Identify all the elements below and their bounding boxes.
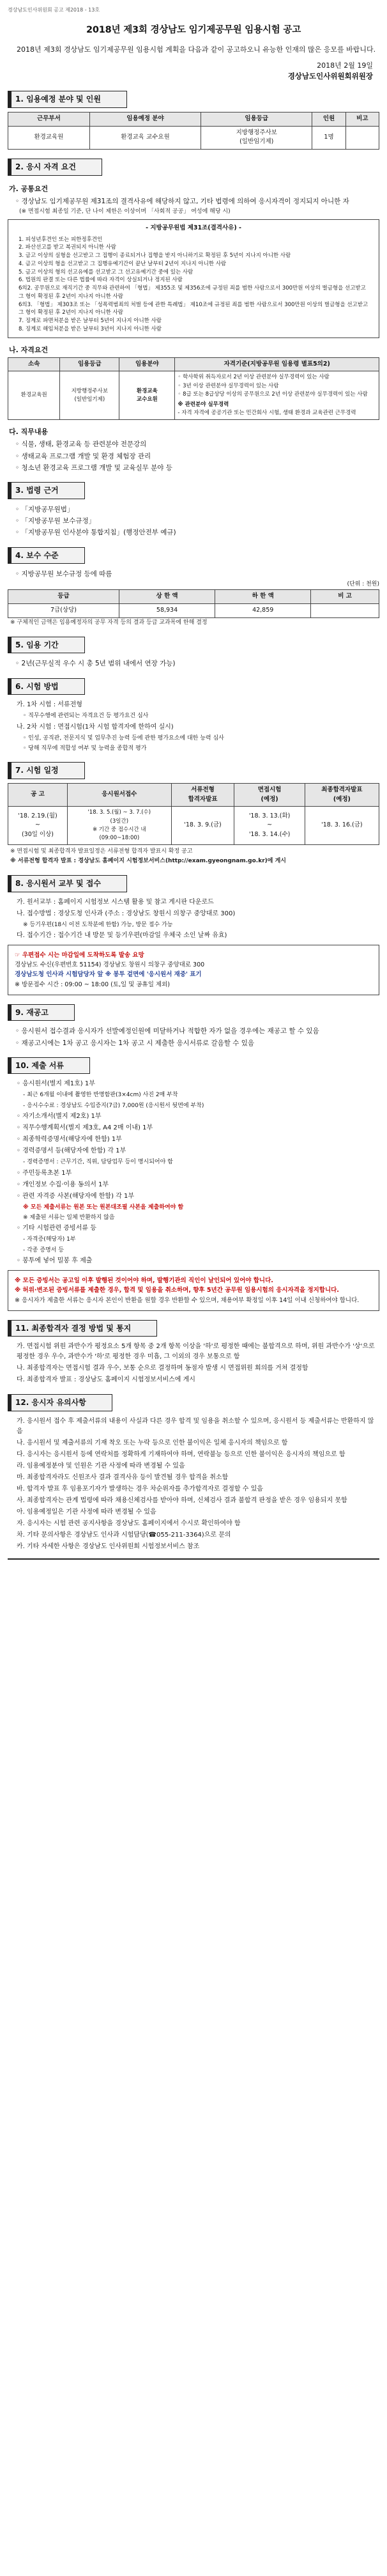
schedule-table (8, 783, 379, 845)
table-cell: 1명 (312, 126, 345, 149)
documents-notice-box (8, 1270, 379, 1311)
table-header: 서류전형 합격자발표 (171, 783, 234, 806)
list-item: 6의2. 공무원으로 재직기간 중 직무와 관련하여 「형법」 제355조 및 제356조에 규정된 죄를 범한 사람으로서 300만원 이상의 벌금형을 선고받고 그 형이 확정된 후 2년이 지나지 아니한 사람 (19, 285, 366, 300)
list-item: ◦ 최종학력증명서(해당자에 한함) 1부 (17, 1136, 122, 1144)
list-item: 5. 금고 이상의 형의 선고유예를 선고받고 그 선고유예기간 중에 있는 사람 (19, 268, 194, 275)
list-item: ◦ 「지방공무원 인사분야 통합지침」(행정안전부 예규) (15, 529, 176, 537)
table-row (8, 126, 379, 149)
table-cell: 환경교육 교수요원 (119, 371, 175, 420)
list-item: 바. 합격자 발표 후 임용포기자가 발생하는 경우 차순위자를 추가합격자로 결정할 수 있음 (17, 1485, 263, 1493)
table-header: 근무부서 (8, 113, 90, 127)
list-item: ◦ 재공고시에는 1차 공고 응시자는 1차 공고 시 제출한 응시서류로 갈음할 수 있음 (15, 1039, 255, 1047)
list-item: 6의3. 「형법」 제303조 또는 「성폭력범죄의 처벌 등에 관한 특례법」 제10조에 규정된 죄를 범한 사람으로서 300만원 이상의 벌금형을 선고받고 그 형이 확정된 후 2년이 지나지 아니한 사람 (19, 301, 368, 316)
table-cell: '18. 3. 16.(금) (305, 807, 379, 845)
section-term (8, 637, 379, 669)
criteria-cell (175, 371, 379, 420)
table-cell: '18. 3. 13.(화) ~ '18. 3. 14.(수) (234, 807, 305, 845)
list-item: ◦ 직무수행에 관련되는 자격요건 등 평가요건 심사 (23, 713, 149, 720)
table-cell (345, 126, 379, 149)
list-item: ◦ 당해 직무에 적합성 여부 및 능력을 종합적 평가 (23, 745, 147, 752)
section-title: 7. 시험 일정 (8, 762, 85, 779)
list-item: 가. 원서교부 : 홈페이지 시험정보 시스템 활용 및 참고 게시판 다운로드 (17, 898, 214, 906)
list-item: 라. 임용예정분야 및 인원은 기관 사정에 따라 변경될 수 있음 (17, 1462, 185, 1470)
list-item: 자. 응시자는 시험 관련 공지사항을 경상남도 홈페이지에서 수시로 확인하여야 함 (17, 1519, 241, 1527)
section-title: 6. 시험 방법 (8, 678, 85, 695)
list-item: 카. 기타 자세한 사항은 경상남도 인사위원회 시험정보서비스 참조 (17, 1542, 200, 1550)
table-header: 응시원서접수 (67, 783, 171, 806)
list-item: ◦ 생태교육 프로그램 개발 및 환경 체험장 관리 (15, 452, 151, 460)
table-header: 상 한 액 (119, 590, 215, 604)
notice-line: ☞ 우편접수 시는 마감일에 도착하도록 발송 요망 (15, 951, 144, 959)
list-item: ◦ 청소년 환경교육 프로그램 개발 및 교육실무 분야 등 (15, 463, 172, 472)
list-item: ※ 등기우편(18시 이전 도착분에 한함) 가능, 방문 접수 가능 (23, 921, 173, 928)
unit-label: (단위 : 천원) (347, 581, 379, 588)
list-item: 4. 금고 이상의 형을 선고받고 그 집행유예기간이 끝난 날부터 2년이 지나지 아니한 사람 (19, 260, 227, 267)
issuing-organization: 경상남도인사위원회위원장 (287, 71, 373, 81)
table-header: 임용분야 (119, 357, 175, 371)
list-item: 나. 접수방법 : 경상도청 인사과 (주소 : 경상남도 창원시 의창구 중앙대로 300) (17, 910, 236, 917)
table-cell: '18. 2.19.(월) ~ (30일 이상) (8, 807, 68, 845)
document-reference: 경상남도인사위원회 공고 제2018 - 13호 (8, 7, 100, 13)
list-item: ※ 모든 제출서류는 원본 또는 원본대조필 사본을 제출하여야 함 (23, 1204, 184, 1211)
section-documents (8, 1057, 379, 1311)
list-item: ◦ 3년 이상 관련분야 실무경력이 있는 사람 (178, 382, 279, 389)
list-item: 가. 응시원서 접수 후 제출서류의 내용이 사실과 다른 경우 합격 및 임용을 취소할 수 있으며, 응시원서 등 제출서류는 반환하지 않음 (17, 1417, 374, 1435)
section-title: 11. 최종합격자 결정 방법 및 통지 (8, 1320, 157, 1337)
subsection-title: 나. 자격요건 (9, 345, 49, 354)
salary-note: ※ 구체적인 금액은 임용예정자의 공무 자격 등의 결과 등급 교과목에 한해 결정 (10, 619, 208, 626)
table-cell (311, 604, 379, 618)
table-header: 소속 (8, 357, 60, 371)
table-cell: 42,859 (215, 604, 311, 618)
salary-desc: ◦ 지방공무원 보수규정 등에 따름 (15, 570, 112, 578)
table-header: 임용예정 분야 (89, 113, 201, 127)
table-cell: 환경교육 교수요원 (89, 126, 201, 149)
section-legal-basis (8, 482, 379, 538)
salary-table (8, 589, 379, 617)
table-cell: 7급(상당) (8, 604, 119, 618)
box-title: - 지방공무원법 제31조(결격사유) - (146, 224, 241, 231)
list-item: 2. 파산선고를 받고 복권되지 아니한 사람 (19, 244, 116, 251)
notice-line: 경상남도 수신(우편번호 51154) 경상남도 창원시 의창구 중앙대로 300 (15, 961, 205, 969)
section-title: 2. 응시 자격 요건 (8, 159, 102, 176)
list-item: - 자격 자격에 공공기관 또는 민간회사 시험, 생태 환경과 교육관련 근무경력 (178, 410, 356, 417)
section-title: 4. 보수 수준 (8, 547, 85, 564)
section-title: 5. 임용 기간 (8, 637, 85, 654)
section-title: 3. 법령 근거 (8, 482, 85, 499)
list-item: ※ 관련분야 실무경력 (178, 401, 229, 408)
list-item: - 최근 6개월 이내에 촬영한 반명함판(3×4cm) 사진 2매 부착 (23, 1092, 178, 1099)
list-item: ◦ 학사학위 취득자로서 2년 이상 관련분야 실무경력이 있는 사람 (178, 374, 330, 381)
list-item: - 응시수수료 : 경상남도 수입증지(7급) 7,000원 (응시원서 뒷면에 부착) (23, 1102, 204, 1109)
section-application (8, 875, 379, 995)
notice-line: ※ 모든 증빙서는 공고일 이후 발행된 것이어야 하며, 발행기관의 직인이 날인되어 있어야 합니다. (15, 1277, 273, 1285)
subsection-title: 다. 직무내용 (9, 428, 49, 437)
page-title: 2018년 제3회 경상남도 임기제공무원 임용시험 공고 (86, 25, 301, 36)
section-title: 8. 응시원서 교부 및 접수 (8, 875, 127, 892)
section-title: 10. 제출 서류 (8, 1057, 90, 1075)
section-salary (8, 547, 379, 628)
section-title: 9. 재공고 (8, 1004, 75, 1021)
list-item: - 경력증명서 : 근무기간, 직위, 담당업무 등이 명시되어야 함 (23, 1159, 173, 1166)
list-item: ◦ 인성, 공직관, 전문지식 및 업무추진 능력 등에 관한 평가요소에 대한 능력 심사 (23, 734, 224, 741)
list-item: 1. 피성년후견인 또는 피한정후견인 (19, 236, 103, 243)
table-header: 비 고 (311, 590, 379, 604)
table-header: 하 한 액 (215, 590, 311, 604)
list-item: ◦ 봉투에 넣어 밀봉 후 제출 (17, 1257, 93, 1265)
table-row (8, 371, 379, 420)
table-header: 인원 (312, 113, 345, 127)
schedule-note: ※ 서류전형 합격자 발표 : 경상남도 홈페이지 시험정보서비스(http://exam.gyeongnam.go.kr)에 게시 (10, 858, 286, 865)
table-header: 공 고 (8, 783, 68, 806)
list-item: 7. 징계로 파면처분을 받은 날부터 5년이 지나지 아니한 사람 (19, 318, 162, 325)
table-header: 비고 (345, 113, 379, 127)
section-title: 12. 응시자 유의사항 (8, 1394, 112, 1411)
qualification-table (8, 357, 379, 421)
table-cell: '18. 3. 9.(금) (171, 807, 234, 845)
notice-line: ※ 허위·변조된 증빙서류를 제출한 경우, 합격 및 임용을 취소하며, 향후 5년간 공무원 임용시험의 응시자격을 정지합니다. (15, 1287, 339, 1294)
section-title: 1. 임용예정 분야 및 인원 (8, 91, 127, 108)
list-item: ◦ 주민등록초본 1부 (17, 1169, 72, 1177)
disqualification-box (8, 219, 379, 338)
table-header: 자격기준(지방공무원 임용령 별표5의2) (175, 357, 379, 371)
table-cell: 환경교육원 (8, 371, 60, 420)
table-cell: 58,934 (119, 604, 215, 618)
intro-text: 2018년 제3회 경상남도 임기제공무원 임용시험 계획을 다음과 같이 공고하오니 유능한 인재의 많은 응모를 바랍니다. (17, 45, 376, 54)
section-positions (8, 91, 379, 150)
list-item: ※ 제출된 서류는 일체 반환하지 않음 (23, 1214, 115, 1221)
list-item: 차. 기타 문의사항은 경상남도 인사과 시험담당(☎055-211-3364)으로 문의 (17, 1531, 231, 1539)
list-item: 가. 1차 시험 : 서류전형 (17, 701, 82, 709)
table-cell: 지방행정주사보 (일반임기제) (60, 371, 119, 420)
list-item: ◦ 식물, 생태, 환경교육 등 관련분야 전문강의 (15, 440, 147, 449)
list-item: 다. 접수기간 : 접수기간 내 방문 및 등기우편(마감일 우체국 소인 날짜 유효) (17, 931, 227, 939)
list-item: ◦ 8급 또는 8급상당 이상의 공무원으로 2년 이상 관련분야 실무경력이 있는 사람 (178, 391, 368, 398)
positions-table (8, 112, 379, 150)
term-desc: ◦ 2년(근무실적 우수 시 총 5년 범위 내에서 연장 가능) (15, 660, 176, 668)
table-cell: '18. 3. 5.(월) ~ 3. 7.(수) (3일간) ※ 기간 중 접수시간 내 (09:00~18:00) (67, 807, 171, 845)
schedule-note: ※ 면접시험 및 최종합격자 발표일정은 서류전형 합격자 발표시 확정 공고 (10, 848, 193, 855)
list-item: ◦ 자기소개서(별지 제2호) 1부 (17, 1113, 102, 1121)
list-item: 나. 최종합격자는 면접시험 결과 우수, 보통 순으로 결정하며 동점자 발생 시 면접위원 회의를 거쳐 결정함 (17, 1365, 308, 1372)
table-cell: 환경교육원 (8, 126, 90, 149)
table-row (8, 807, 379, 845)
table-row (8, 604, 379, 618)
section-final-decision (8, 1320, 379, 1386)
notice-line: ※ 응시자가 제출한 서류는 응시자 본인이 반환을 원할 경우 반환할 수 있으며, 채용여부 확정일 이후 14일 이내 신청하여야 합니다. (15, 1296, 360, 1304)
list-item: ◦ 개인정보 수집·이용 동의서 1부 (17, 1181, 109, 1188)
section-reannouncement (8, 1004, 379, 1048)
bottom-divider (8, 1558, 379, 1560)
list-item: ◦ 「지방공무원 보수규정」 (15, 517, 96, 525)
notice-line: ※ 방문접수 시간 : 09:00 ~ 18:00 (토,일 및 공휴일 제외) (15, 981, 170, 988)
list-item: ◦ 직무수행계획서(별지 제3호, A4 2매 이내) 1부 (17, 1124, 153, 1132)
list-item: 다. 최종합격자 발표 : 경상남도 홈페이지 시험정보서비스에 게시 (17, 1376, 195, 1384)
subsection-title: 가. 공통요건 (9, 184, 49, 193)
table-header: 임용등급 (201, 113, 312, 127)
list-item: 6. 법원의 판결 또는 다른 법률에 따라 자격이 상실되거나 정지된 사람 (19, 277, 183, 284)
list-item: 아. 임용예정일은 기관 사정에 따라 변경될 수 있음 (17, 1508, 156, 1516)
list-item: ◦ 기타 시험관련 증빙서류 등 (17, 1225, 96, 1232)
list-item: ◦ 관련 자격증 사본(해당자에 한함) 각 1부 (17, 1192, 135, 1200)
list-item: 사. 최종합격자는 관계 법령에 따라 채용신체검사를 받아야 하며, 신체검사 결과 불합격 판정을 받은 경우 임용되지 못함 (17, 1496, 347, 1504)
table-cell: 지방행정주사보 (일반임기제) (201, 126, 312, 149)
list-item: 가. 면접시험 위원 과반수가 평정요소 5개 항목 중 2개 항목 이상을 '하'로 평정한 때에는 불합격으로 하며, 위원 과반수가 '상'으로 평정한 경우 우수, 과반수가 '하'로 평정한 경우 미흡, 그 이외의 경우 보통으로 함 (17, 1343, 375, 1361)
list-item: ◦ 「지방공무원법」 (15, 505, 74, 513)
section-qualifications (8, 159, 379, 473)
list-item: (※ 면접시험 최종일 기준, 단 나이 제한은 이상이며 「사회적 공공」 여성에 해당 시) (19, 208, 231, 215)
mail-notice-box (8, 945, 379, 995)
section-cautions (8, 1394, 379, 1552)
table-header: 면접시험 (예정) (234, 783, 305, 806)
notice-line: 경상남도청 인사과 시험담당자 앞 ※ 봉투 겉면에 '응시원서 재중' 표기 (15, 971, 202, 979)
list-item: - 자격증(해당자) 1부 (23, 1236, 76, 1243)
table-header: 등급 (8, 590, 119, 604)
list-item: ◦ 경력증명서 등(해당자에 한함) 각 1부 (17, 1147, 126, 1155)
list-item: 마. 최종합격자라도 신원조사 결과 결격사유 등이 발견될 경우 합격을 취소함 (17, 1473, 229, 1481)
table-header: 임용등급 (60, 357, 119, 371)
list-item: - 각종 증명서 등 (23, 1246, 64, 1253)
announcement-date: 2018년 2월 19일 (317, 61, 373, 70)
table-header: 최종합격자발표 (예정) (305, 783, 379, 806)
list-item: 나. 2차 시험 : 면접시험(1차 시험 합격자에 한하여 실시) (17, 723, 174, 731)
list-item: ◦ 경상남도 임기제공무원 제31조의 결격사유에 해당하지 않고, 기타 법령에 의하여 응시자격이 정지되지 아니한 자 (15, 197, 349, 205)
list-item: ◦ 응시원서 접수결과 응시자가 선발예정인원에 미달하거나 적합한 자가 없을 경우에는 재공고 할 수 있음 (15, 1027, 319, 1036)
list-item: ◦ 응시원서(별지 제1호) 1부 (17, 1080, 95, 1088)
list-item: 나. 응시원서 및 제출서류의 기재 착오 또는 누락 등으로 인한 불이익은 일체 응시자의 책임으로 함 (17, 1439, 288, 1447)
section-exam-method (8, 678, 379, 754)
list-item: 3. 금고 이상의 실형을 선고받고 그 집행이 종료되거나 집행을 받지 아니하기로 확정된 후 5년이 지나지 아니한 사람 (19, 252, 291, 260)
list-item: 8. 징계로 해임처분을 받은 날부터 3년이 지나지 아니한 사람 (19, 325, 162, 332)
section-schedule (8, 762, 379, 866)
list-item: 다. 응시자는 응시원서 등에 연락처를 정확하게 기재하여야 하며, 연락불능 등으로 인한 불이익은 응시자의 책임으로 함 (17, 1450, 345, 1458)
